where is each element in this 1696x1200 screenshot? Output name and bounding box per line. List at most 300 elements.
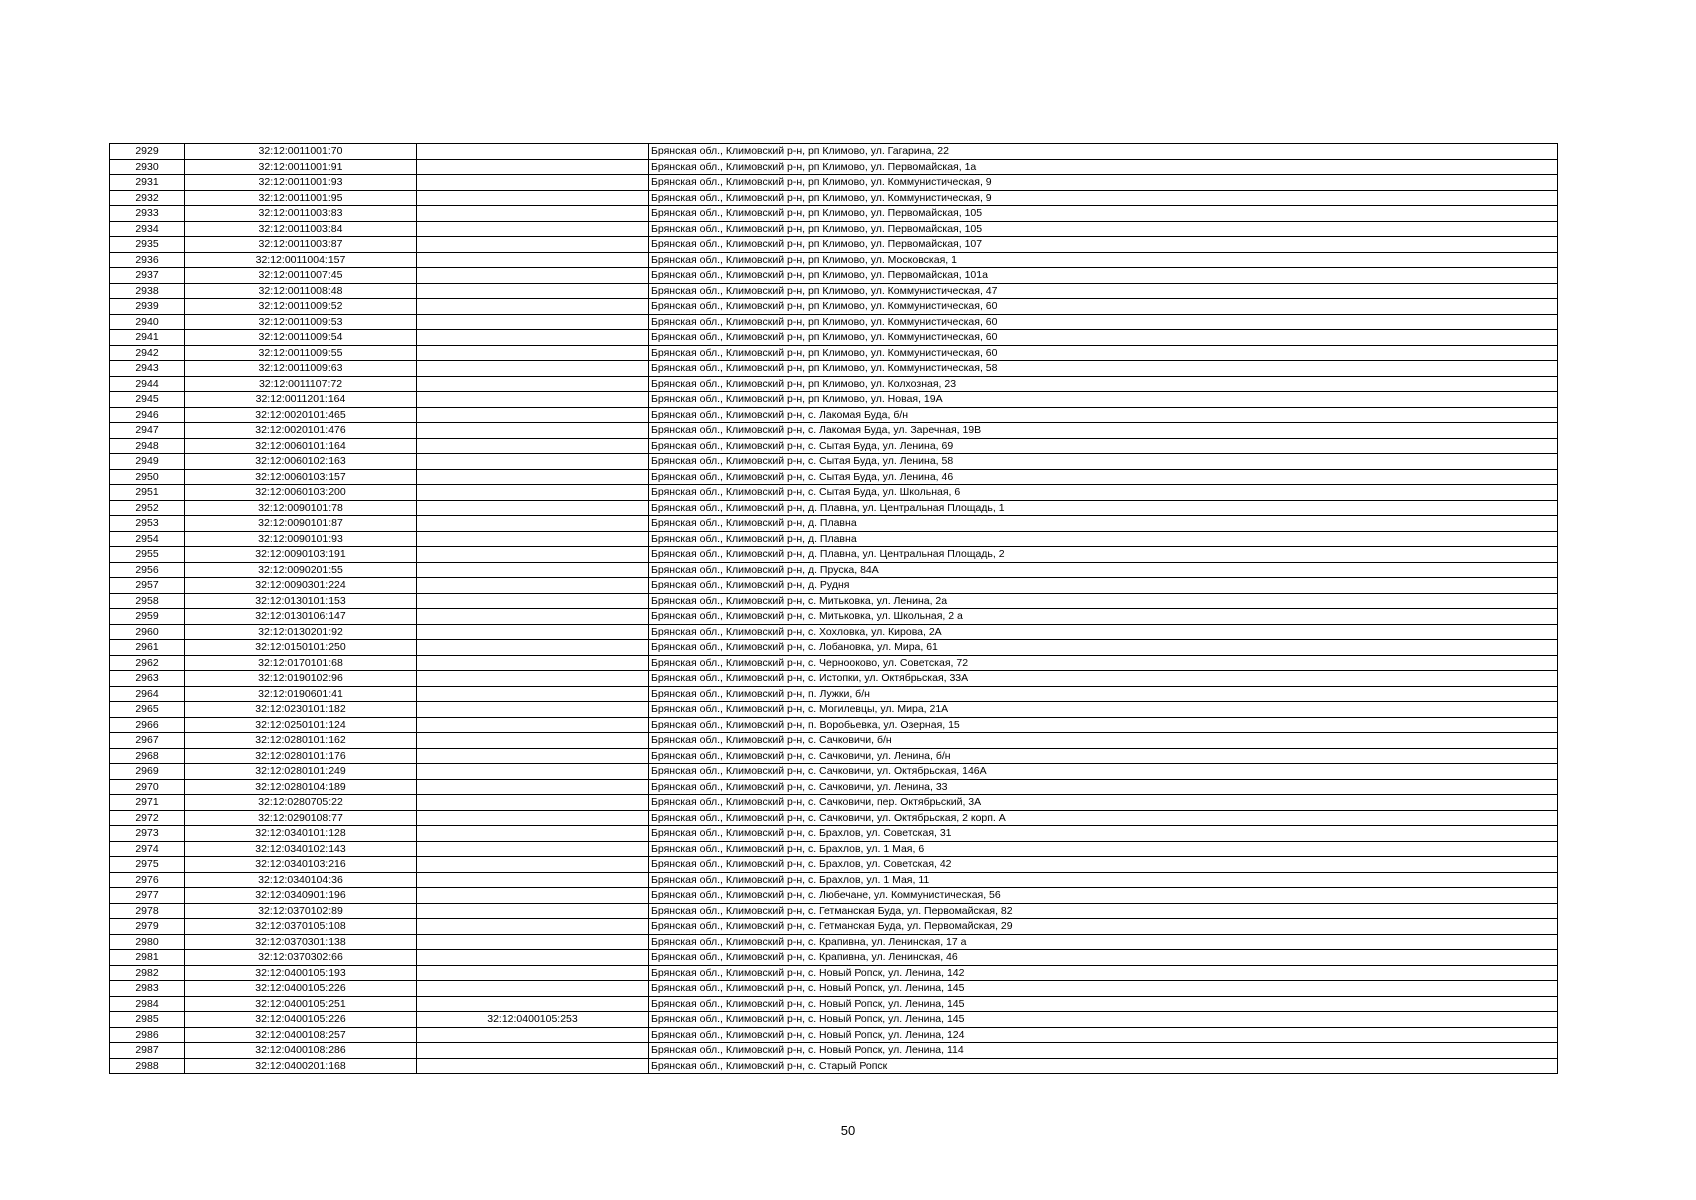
table-row (110, 919, 1558, 935)
address-cell: Брянская обл., Климовский р-н, с. Новый Ропск, ул. Ленина, 145 (649, 996, 1558, 1012)
address-cell: Брянская обл., Климовский р-н, рп Климово, ул. Коммунистическая, 60 (649, 330, 1558, 346)
table-row (110, 547, 1558, 563)
row-number-cell: 2968 (110, 748, 185, 764)
row-number-cell: 2956 (110, 562, 185, 578)
table-row (110, 345, 1558, 361)
cadastral-number-cell: 32:12:0130201:92 (185, 624, 417, 640)
cadastral-number-cell: 32:12:0090101:93 (185, 531, 417, 547)
address-cell: Брянская обл., Климовский р-н, с. Сачковичи, ул. Октябрьская, 146А (649, 764, 1558, 780)
address-cell: Брянская обл., Климовский р-н, с. Новый Ропск, ул. Ленина, 145 (649, 1012, 1558, 1028)
cadastral-number-cell: 32:12:0370301:138 (185, 934, 417, 950)
cadastral-number-cell: 32:12:0011003:84 (185, 221, 417, 237)
address-cell: Брянская обл., Климовский р-н, с. Лакомая Буда, б/н (649, 407, 1558, 423)
secondary-cadastral-number-cell (417, 841, 649, 857)
cadastral-number-cell: 32:12:0011004:157 (185, 252, 417, 268)
cadastral-number-cell: 32:12:0400105:226 (185, 1012, 417, 1028)
secondary-cadastral-number-cell (417, 562, 649, 578)
cadastral-number-cell: 32:12:0011009:55 (185, 345, 417, 361)
row-number-cell: 2949 (110, 454, 185, 470)
secondary-cadastral-number-cell (417, 981, 649, 997)
address-cell: Брянская обл., Климовский р-н, с. Новый Ропск, ул. Ленина, 124 (649, 1027, 1558, 1043)
secondary-cadastral-number-cell (417, 392, 649, 408)
row-number-cell: 2978 (110, 903, 185, 919)
table-row (110, 1027, 1558, 1043)
table-row (110, 376, 1558, 392)
cadastral-number-cell: 32:12:0060103:200 (185, 485, 417, 501)
table-row (110, 764, 1558, 780)
cadastral-number-cell: 32:12:0340102:143 (185, 841, 417, 857)
cadastral-number-cell: 32:12:0011009:54 (185, 330, 417, 346)
row-number-cell: 2965 (110, 702, 185, 718)
address-cell: Брянская обл., Климовский р-н, рп Климово, ул. Первомайская, 105 (649, 221, 1558, 237)
secondary-cadastral-number-cell (417, 671, 649, 687)
cadastral-number-cell: 32:12:0090101:87 (185, 516, 417, 532)
table-row (110, 965, 1558, 981)
address-cell: Брянская обл., Климовский р-н, с. Митьковка, ул. Ленина, 2а (649, 593, 1558, 609)
table-row (110, 655, 1558, 671)
table-row (110, 733, 1558, 749)
secondary-cadastral-number-cell (417, 934, 649, 950)
table-row (110, 392, 1558, 408)
table-row (110, 423, 1558, 439)
address-cell: Брянская обл., Климовский р-н, с. Могилевцы, ул. Мира, 21А (649, 702, 1558, 718)
address-cell: Брянская обл., Климовский р-н, с. Гетманская Буда, ул. Первомайская, 29 (649, 919, 1558, 935)
row-number-cell: 2975 (110, 857, 185, 873)
address-cell: Брянская обл., Климовский р-н, д. Пруска, 84А (649, 562, 1558, 578)
cadastral-number-cell: 32:12:0130101:153 (185, 593, 417, 609)
table-row (110, 500, 1558, 516)
table-row (110, 795, 1558, 811)
table-row (110, 857, 1558, 873)
row-number-cell: 2936 (110, 252, 185, 268)
row-number-cell: 2939 (110, 299, 185, 315)
secondary-cadastral-number-cell (417, 252, 649, 268)
cadastral-number-cell: 32:12:0280101:176 (185, 748, 417, 764)
address-cell: Брянская обл., Климовский р-н, рп Климово, ул. Коммунистическая, 58 (649, 361, 1558, 377)
row-number-cell: 2953 (110, 516, 185, 532)
row-number-cell: 2952 (110, 500, 185, 516)
address-cell: Брянская обл., Климовский р-н, д. Плавна (649, 516, 1558, 532)
property-table (109, 143, 1558, 1074)
address-cell: Брянская обл., Климовский р-н, с. Новый Ропск, ул. Ленина, 114 (649, 1043, 1558, 1059)
secondary-cadastral-number-cell (417, 950, 649, 966)
secondary-cadastral-number-cell (417, 531, 649, 547)
property-table-body (110, 144, 1558, 1074)
address-cell: Брянская обл., Климовский р-н, с. Новый Ропск, ул. Ленина, 145 (649, 981, 1558, 997)
cadastral-number-cell: 32:12:0340901:196 (185, 888, 417, 904)
secondary-cadastral-number-cell (417, 686, 649, 702)
table-row (110, 252, 1558, 268)
secondary-cadastral-number-cell (417, 903, 649, 919)
secondary-cadastral-number-cell (417, 795, 649, 811)
secondary-cadastral-number-cell (417, 376, 649, 392)
address-cell: Брянская обл., Климовский р-н, п. Воробьевка, ул. Озерная, 15 (649, 717, 1558, 733)
cadastral-number-cell: 32:12:0400105:193 (185, 965, 417, 981)
cadastral-number-cell: 32:12:0011107:72 (185, 376, 417, 392)
cadastral-number-cell: 32:12:0400108:257 (185, 1027, 417, 1043)
address-cell: Брянская обл., Климовский р-н, рп Климово, ул. Коммунистическая, 9 (649, 175, 1558, 191)
secondary-cadastral-number-cell (417, 888, 649, 904)
secondary-cadastral-number-cell (417, 159, 649, 175)
cadastral-number-cell: 32:12:0400105:226 (185, 981, 417, 997)
cadastral-number-cell: 32:12:0400105:251 (185, 996, 417, 1012)
row-number-cell: 2937 (110, 268, 185, 284)
row-number-cell: 2932 (110, 190, 185, 206)
secondary-cadastral-number-cell (417, 485, 649, 501)
cadastral-number-cell: 32:12:0340101:128 (185, 826, 417, 842)
address-cell: Брянская обл., Климовский р-н, рп Климово, ул. Гагарина, 22 (649, 144, 1558, 160)
secondary-cadastral-number-cell (417, 469, 649, 485)
row-number-cell: 2971 (110, 795, 185, 811)
row-number-cell: 2957 (110, 578, 185, 594)
address-cell: Брянская обл., Климовский р-н, с. Брахлов, ул. 1 Мая, 11 (649, 872, 1558, 888)
row-number-cell: 2959 (110, 609, 185, 625)
secondary-cadastral-number-cell (417, 919, 649, 935)
row-number-cell: 2962 (110, 655, 185, 671)
address-cell: Брянская обл., Климовский р-н, с. Крапивна, ул. Ленинская, 46 (649, 950, 1558, 966)
cadastral-number-cell: 32:12:0340103:216 (185, 857, 417, 873)
cadastral-number-cell: 32:12:0020101:465 (185, 407, 417, 423)
secondary-cadastral-number-cell (417, 500, 649, 516)
row-number-cell: 2955 (110, 547, 185, 563)
row-number-cell: 2940 (110, 314, 185, 330)
table-row (110, 934, 1558, 950)
secondary-cadastral-number-cell (417, 1027, 649, 1043)
row-number-cell: 2933 (110, 206, 185, 222)
secondary-cadastral-number-cell (417, 764, 649, 780)
secondary-cadastral-number-cell (417, 221, 649, 237)
table-row (110, 981, 1558, 997)
page-number: 50 (840, 1123, 856, 1138)
cadastral-number-cell: 32:12:0011001:93 (185, 175, 417, 191)
cadastral-number-cell: 32:12:0340104:36 (185, 872, 417, 888)
row-number-cell: 2929 (110, 144, 185, 160)
secondary-cadastral-number-cell (417, 283, 649, 299)
table-row (110, 888, 1558, 904)
address-cell: Брянская обл., Климовский р-н, с. Брахлов, ул. 1 Мая, 6 (649, 841, 1558, 857)
row-number-cell: 2941 (110, 330, 185, 346)
table-row (110, 1043, 1558, 1059)
cadastral-number-cell: 32:12:0370302:66 (185, 950, 417, 966)
table-row (110, 640, 1558, 656)
cadastral-number-cell: 32:12:0090301:224 (185, 578, 417, 594)
cadastral-number-cell: 32:12:0090101:78 (185, 500, 417, 516)
table-row (110, 206, 1558, 222)
row-number-cell: 2970 (110, 779, 185, 795)
cadastral-number-cell: 32:12:0230101:182 (185, 702, 417, 718)
address-cell: Брянская обл., Климовский р-н, рп Климово, ул. Коммунистическая, 60 (649, 299, 1558, 315)
table-row (110, 810, 1558, 826)
row-number-cell: 2960 (110, 624, 185, 640)
secondary-cadastral-number-cell (417, 609, 649, 625)
table-row (110, 314, 1558, 330)
table-row (110, 268, 1558, 284)
row-number-cell: 2930 (110, 159, 185, 175)
address-cell: Брянская обл., Климовский р-н, с. Брахлов, ул. Советская, 42 (649, 857, 1558, 873)
row-number-cell: 2943 (110, 361, 185, 377)
address-cell: Брянская обл., Климовский р-н, с. Любечане, ул. Коммунистическая, 56 (649, 888, 1558, 904)
row-number-cell: 2934 (110, 221, 185, 237)
row-number-cell: 2985 (110, 1012, 185, 1028)
table-row (110, 531, 1558, 547)
cadastral-number-cell: 32:12:0190102:96 (185, 671, 417, 687)
secondary-cadastral-number-cell (417, 423, 649, 439)
table-row (110, 485, 1558, 501)
row-number-cell: 2951 (110, 485, 185, 501)
secondary-cadastral-number-cell (417, 717, 649, 733)
row-number-cell: 2947 (110, 423, 185, 439)
cadastral-number-cell: 32:12:0280104:189 (185, 779, 417, 795)
table-row (110, 996, 1558, 1012)
address-cell: Брянская обл., Климовский р-н, с. Чернооково, ул. Советская, 72 (649, 655, 1558, 671)
secondary-cadastral-number-cell (417, 1043, 649, 1059)
table-row (110, 516, 1558, 532)
cadastral-number-cell: 32:12:0290108:77 (185, 810, 417, 826)
secondary-cadastral-number-cell: 32:12:0400105:253 (417, 1012, 649, 1028)
cadastral-number-cell: 32:12:0250101:124 (185, 717, 417, 733)
table-row (110, 361, 1558, 377)
row-number-cell: 2982 (110, 965, 185, 981)
secondary-cadastral-number-cell (417, 640, 649, 656)
address-cell: Брянская обл., Климовский р-н, рп Климово, ул. Коммунистическая, 60 (649, 345, 1558, 361)
address-cell: Брянская обл., Климовский р-н, с. Лакомая Буда, ул. Заречная, 19В (649, 423, 1558, 439)
cadastral-number-cell: 32:12:0150101:250 (185, 640, 417, 656)
secondary-cadastral-number-cell (417, 857, 649, 873)
cadastral-number-cell: 32:12:0280101:249 (185, 764, 417, 780)
table-row (110, 438, 1558, 454)
table-row (110, 841, 1558, 857)
secondary-cadastral-number-cell (417, 345, 649, 361)
cadastral-number-cell: 32:12:0090201:55 (185, 562, 417, 578)
address-cell: Брянская обл., Климовский р-н, рп Климово, ул. Первомайская, 105 (649, 206, 1558, 222)
row-number-cell: 2946 (110, 407, 185, 423)
row-number-cell: 2942 (110, 345, 185, 361)
cadastral-number-cell: 32:12:0011201:164 (185, 392, 417, 408)
address-cell: Брянская обл., Климовский р-н, п. Лужки, б/н (649, 686, 1558, 702)
cadastral-number-cell: 32:12:0020101:476 (185, 423, 417, 439)
cadastral-number-cell: 32:12:0190601:41 (185, 686, 417, 702)
address-cell: Брянская обл., Климовский р-н, рп Климово, ул. Коммунистическая, 9 (649, 190, 1558, 206)
address-cell: Брянская обл., Климовский р-н, д. Плавна (649, 531, 1558, 547)
secondary-cadastral-number-cell (417, 578, 649, 594)
row-number-cell: 2961 (110, 640, 185, 656)
secondary-cadastral-number-cell (417, 206, 649, 222)
secondary-cadastral-number-cell (417, 702, 649, 718)
cadastral-number-cell: 32:12:0011001:70 (185, 144, 417, 160)
row-number-cell: 2984 (110, 996, 185, 1012)
row-number-cell: 2980 (110, 934, 185, 950)
cadastral-number-cell: 32:12:0060102:163 (185, 454, 417, 470)
secondary-cadastral-number-cell (417, 330, 649, 346)
row-number-cell: 2976 (110, 872, 185, 888)
secondary-cadastral-number-cell (417, 872, 649, 888)
secondary-cadastral-number-cell (417, 655, 649, 671)
table-row (110, 283, 1558, 299)
row-number-cell: 2977 (110, 888, 185, 904)
address-cell: Брянская обл., Климовский р-н, рп Климово, ул. Новая, 19А (649, 392, 1558, 408)
row-number-cell: 2966 (110, 717, 185, 733)
row-number-cell: 2963 (110, 671, 185, 687)
table-row (110, 826, 1558, 842)
row-number-cell: 2945 (110, 392, 185, 408)
table-row (110, 330, 1558, 346)
address-cell: Брянская обл., Климовский р-н, с. Хохловка, ул. Кирова, 2А (649, 624, 1558, 640)
secondary-cadastral-number-cell (417, 438, 649, 454)
table-row (110, 144, 1558, 160)
secondary-cadastral-number-cell (417, 547, 649, 563)
address-cell: Брянская обл., Климовский р-н, д. Плавна, ул. Центральная Площадь, 1 (649, 500, 1558, 516)
address-cell: Брянская обл., Климовский р-н, с. Старый Ропск (649, 1058, 1558, 1074)
cadastral-number-cell: 32:12:0011001:95 (185, 190, 417, 206)
table-row (110, 950, 1558, 966)
address-cell: Брянская обл., Климовский р-н, с. Митьковка, ул. Школьная, 2 а (649, 609, 1558, 625)
address-cell: Брянская обл., Климовский р-н, с. Новый Ропск, ул. Ленина, 142 (649, 965, 1558, 981)
table-row (110, 454, 1558, 470)
cadastral-number-cell: 32:12:0400201:168 (185, 1058, 417, 1074)
row-number-cell: 2979 (110, 919, 185, 935)
cadastral-number-cell: 32:12:0370102:89 (185, 903, 417, 919)
secondary-cadastral-number-cell (417, 826, 649, 842)
table-row (110, 624, 1558, 640)
table-row (110, 407, 1558, 423)
address-cell: Брянская обл., Климовский р-н, с. Сытая Буда, ул. Школьная, 6 (649, 485, 1558, 501)
address-cell: Брянская обл., Климовский р-н, рп Климово, ул. Коммунистическая, 47 (649, 283, 1558, 299)
table-row (110, 578, 1558, 594)
address-cell: Брянская обл., Климовский р-н, с. Истопки, ул. Октябрьская, 33А (649, 671, 1558, 687)
cadastral-number-cell: 32:12:0011001:91 (185, 159, 417, 175)
table-row (110, 562, 1558, 578)
row-number-cell: 2974 (110, 841, 185, 857)
table-row (110, 593, 1558, 609)
row-number-cell: 2944 (110, 376, 185, 392)
secondary-cadastral-number-cell (417, 175, 649, 191)
table-row (110, 717, 1558, 733)
address-cell: Брянская обл., Климовский р-н, с. Сачковичи, пер. Октябрьский, 3А (649, 795, 1558, 811)
table-row (110, 779, 1558, 795)
table-row (110, 903, 1558, 919)
secondary-cadastral-number-cell (417, 748, 649, 764)
table-row (110, 237, 1558, 253)
address-cell: Брянская обл., Климовский р-н, с. Лобановка, ул. Мира, 61 (649, 640, 1558, 656)
secondary-cadastral-number-cell (417, 314, 649, 330)
table-row (110, 1058, 1558, 1074)
row-number-cell: 2935 (110, 237, 185, 253)
cadastral-number-cell: 32:12:0011009:53 (185, 314, 417, 330)
address-cell: Брянская обл., Климовский р-н, с. Сачковичи, ул. Ленина, б/н (649, 748, 1558, 764)
address-cell: Брянская обл., Климовский р-н, с. Сытая Буда, ул. Ленина, 46 (649, 469, 1558, 485)
address-cell: Брянская обл., Климовский р-н, с. Крапивна, ул. Ленинская, 17 а (649, 934, 1558, 950)
cadastral-number-cell: 32:12:0011008:48 (185, 283, 417, 299)
secondary-cadastral-number-cell (417, 361, 649, 377)
row-number-cell: 2967 (110, 733, 185, 749)
secondary-cadastral-number-cell (417, 996, 649, 1012)
table-row (110, 686, 1558, 702)
cadastral-number-cell: 32:12:0011009:52 (185, 299, 417, 315)
address-cell: Брянская обл., Климовский р-н, рп Климово, ул. Первомайская, 1а (649, 159, 1558, 175)
table-row (110, 175, 1558, 191)
cadastral-number-cell: 32:12:0011009:63 (185, 361, 417, 377)
cadastral-number-cell: 32:12:0011003:83 (185, 206, 417, 222)
cadastral-number-cell: 32:12:0280705:22 (185, 795, 417, 811)
table-row (110, 299, 1558, 315)
row-number-cell: 2981 (110, 950, 185, 966)
cadastral-number-cell: 32:12:0090103:191 (185, 547, 417, 563)
table-row (110, 159, 1558, 175)
row-number-cell: 2954 (110, 531, 185, 547)
secondary-cadastral-number-cell (417, 965, 649, 981)
secondary-cadastral-number-cell (417, 144, 649, 160)
cadastral-number-cell: 32:12:0370105:108 (185, 919, 417, 935)
row-number-cell: 2931 (110, 175, 185, 191)
secondary-cadastral-number-cell (417, 593, 649, 609)
row-number-cell: 2969 (110, 764, 185, 780)
row-number-cell: 2958 (110, 593, 185, 609)
secondary-cadastral-number-cell (417, 810, 649, 826)
table-row (110, 609, 1558, 625)
table-row (110, 702, 1558, 718)
secondary-cadastral-number-cell (417, 624, 649, 640)
table-row (110, 748, 1558, 764)
cadastral-number-cell: 32:12:0011003:87 (185, 237, 417, 253)
cadastral-number-cell: 32:12:0011007:45 (185, 268, 417, 284)
address-cell: Брянская обл., Климовский р-н, с. Сытая Буда, ул. Ленина, 58 (649, 454, 1558, 470)
cadastral-number-cell: 32:12:0130106:147 (185, 609, 417, 625)
row-number-cell: 2983 (110, 981, 185, 997)
table-row (110, 221, 1558, 237)
cadastral-number-cell: 32:12:0400108:286 (185, 1043, 417, 1059)
row-number-cell: 2938 (110, 283, 185, 299)
row-number-cell: 2987 (110, 1043, 185, 1059)
row-number-cell: 2964 (110, 686, 185, 702)
address-cell: Брянская обл., Климовский р-н, с. Гетманская Буда, ул. Первомайская, 82 (649, 903, 1558, 919)
address-cell: Брянская обл., Климовский р-н, с. Сытая Буда, ул. Ленина, 69 (649, 438, 1558, 454)
secondary-cadastral-number-cell (417, 779, 649, 795)
secondary-cadastral-number-cell (417, 237, 649, 253)
row-number-cell: 2948 (110, 438, 185, 454)
address-cell: Брянская обл., Климовский р-н, рп Климово, ул. Колхозная, 23 (649, 376, 1558, 392)
table-row (110, 190, 1558, 206)
secondary-cadastral-number-cell (417, 516, 649, 532)
table-row (110, 671, 1558, 687)
address-cell: Брянская обл., Климовский р-н, рп Климово, ул. Московская, 1 (649, 252, 1558, 268)
row-number-cell: 2973 (110, 826, 185, 842)
secondary-cadastral-number-cell (417, 454, 649, 470)
address-cell: Брянская обл., Климовский р-н, рп Климово, ул. Первомайская, 107 (649, 237, 1558, 253)
cadastral-number-cell: 32:12:0280101:162 (185, 733, 417, 749)
secondary-cadastral-number-cell (417, 407, 649, 423)
table-row (110, 1012, 1558, 1028)
cadastral-number-cell: 32:12:0060103:157 (185, 469, 417, 485)
row-number-cell: 2950 (110, 469, 185, 485)
address-cell: Брянская обл., Климовский р-н, рп Климово, ул. Коммунистическая, 60 (649, 314, 1558, 330)
cadastral-number-cell: 32:12:0170101:68 (185, 655, 417, 671)
secondary-cadastral-number-cell (417, 268, 649, 284)
address-cell: Брянская обл., Климовский р-н, рп Климово, ул. Первомайская, 101а (649, 268, 1558, 284)
address-cell: Брянская обл., Климовский р-н, с. Брахлов, ул. Советская, 31 (649, 826, 1558, 842)
secondary-cadastral-number-cell (417, 299, 649, 315)
address-cell: Брянская обл., Климовский р-н, д. Рудня (649, 578, 1558, 594)
row-number-cell: 2988 (110, 1058, 185, 1074)
row-number-cell: 2972 (110, 810, 185, 826)
secondary-cadastral-number-cell (417, 733, 649, 749)
secondary-cadastral-number-cell (417, 1058, 649, 1074)
address-cell: Брянская обл., Климовский р-н, д. Плавна, ул. Центральная Площадь, 2 (649, 547, 1558, 563)
address-cell: Брянская обл., Климовский р-н, с. Сачковичи, б/н (649, 733, 1558, 749)
secondary-cadastral-number-cell (417, 190, 649, 206)
table-row (110, 469, 1558, 485)
address-cell: Брянская обл., Климовский р-н, с. Сачковичи, ул. Ленина, 33 (649, 779, 1558, 795)
cadastral-number-cell: 32:12:0060101:164 (185, 438, 417, 454)
